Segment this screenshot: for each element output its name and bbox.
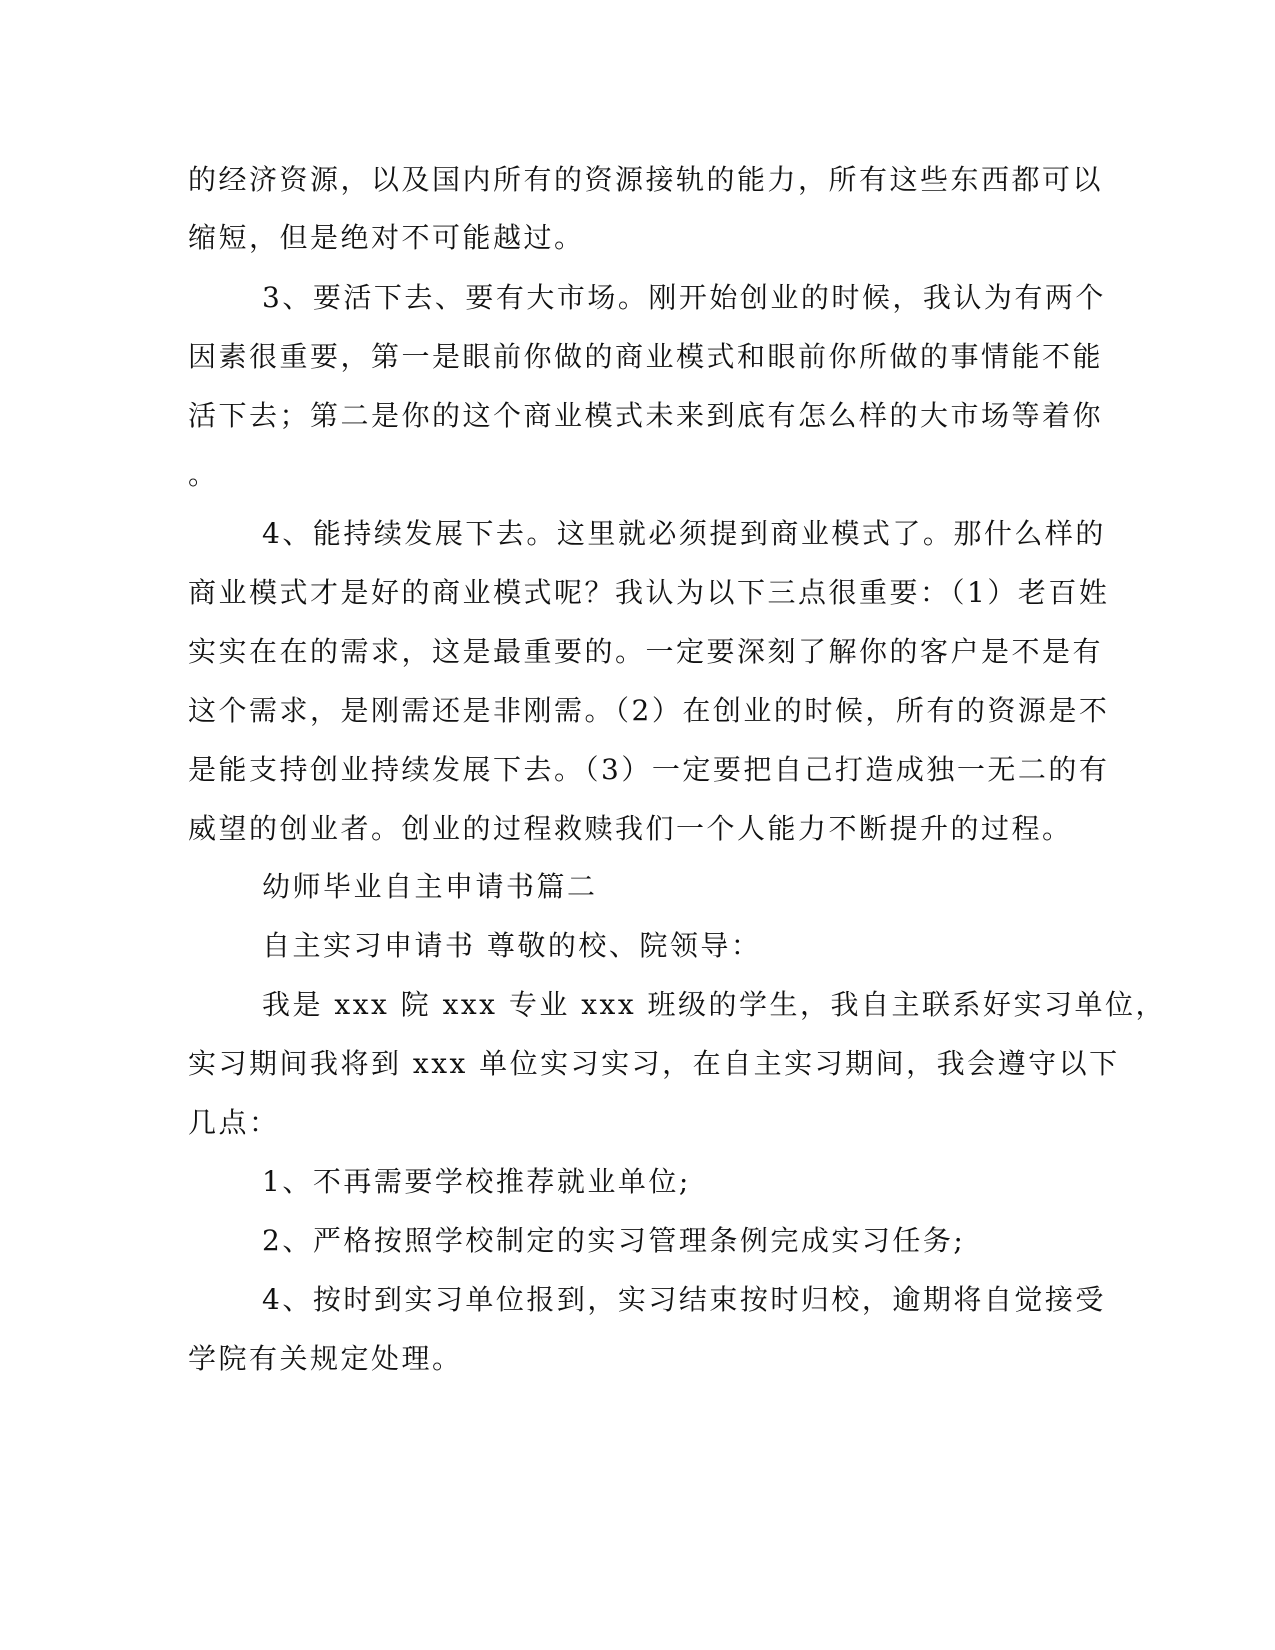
paragraph-3-line-4: 这个需求，是刚需还是非刚需。（2）在创业的时候，所有的资源是不 — [188, 694, 1110, 727]
paragraph-1-line-1: 的经济资源，以及国内所有的资源接轨的能力，所有这些东西都可以 — [188, 163, 1104, 196]
list-item-4-line-2: 学院有关规定处理。 — [188, 1342, 463, 1375]
paragraph-3-line-3: 实实在在的需求，这是最重要的。一定要深刻了解你的客户是不是有 — [188, 635, 1104, 668]
paragraph-2-line-2: 因素很重要，第一是眼前你做的商业模式和眼前你所做的事情能不能 — [188, 340, 1104, 373]
letter-opening: 自主实习申请书 尊敬的校、院领导： — [262, 929, 762, 962]
paragraph-2-line-4: 。 — [188, 458, 219, 491]
list-item-2: 2、严格按照学校制定的实习管理条例完成实习任务; — [262, 1224, 966, 1257]
paragraph-3-line-6: 威望的创业者。创业的过程救赎我们一个人能力不断提升的过程。 — [188, 812, 1073, 845]
paragraph-4-line-3: 几点： — [188, 1106, 280, 1139]
paragraph-4-line-2: 实习期间我将到 xxx 单位实习实习，在自主实习期间，我会遵守以下 — [188, 1047, 1120, 1080]
paragraph-3-line-5: 是能支持创业持续发展下去。（3）一定要把自己打造成独一无二的有 — [188, 753, 1110, 786]
paragraph-3-line-1: 4、能持续发展下去。这里就必须提到商业模式了。那什么样的 — [262, 517, 1106, 550]
paragraph-3-line-2: 商业模式才是好的商业模式呢？我认为以下三点很重要：（1）老百姓 — [188, 576, 1110, 609]
paragraph-4-line-1: 我是 xxx 院 xxx 专业 xxx 班级的学生，我自主联系好实习单位， — [262, 988, 1167, 1021]
paragraph-2-line-1: 3、要活下去、要有大市场。刚开始创业的时候，我认为有两个 — [262, 281, 1106, 314]
list-item-1: 1、不再需要学校推荐就业单位; — [262, 1165, 691, 1198]
paragraph-2-line-3: 活下去；第二是你的这个商业模式未来到底有怎么样的大市场等着你 — [188, 399, 1104, 432]
section-heading: 幼师毕业自主申请书篇二 — [262, 870, 598, 903]
paragraph-1-line-2: 缩短，但是绝对不可能越过。 — [188, 221, 585, 254]
list-item-4-line-1: 4、按时到实习单位报到，实习结束按时归校，逾期将自觉接受 — [262, 1283, 1106, 1316]
